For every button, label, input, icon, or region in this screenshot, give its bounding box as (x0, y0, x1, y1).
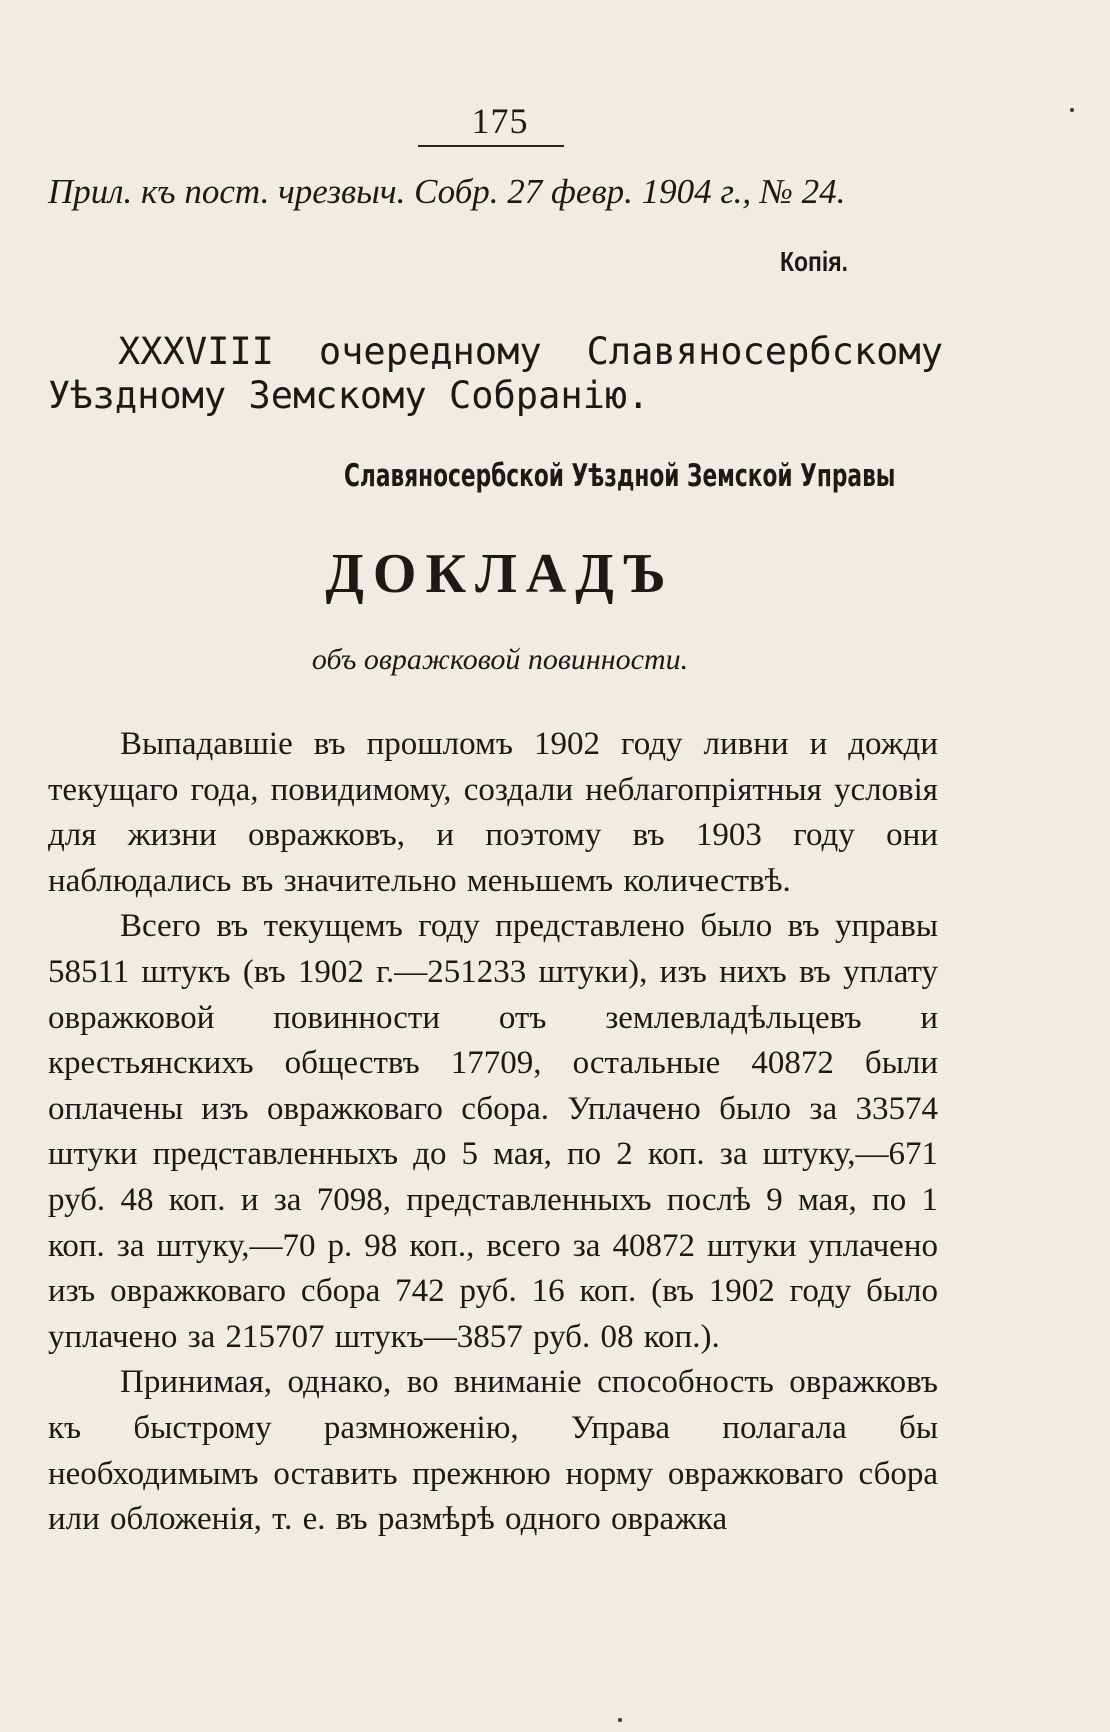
appendix-reference: Прил. къ пост. чрезвыч. Собр. 27 февр. 1904 г., № 24. (48, 172, 846, 211)
document-subtitle: объ овражковой повинности. (311, 643, 689, 676)
document-title: ДОКЛАДЪ (325, 543, 675, 605)
copy-label: Копія. (780, 246, 849, 277)
paragraph-3: Принимая, однако, во вниманіе способность овражковъ къ быстрому размноженію, Управа полагала бы необходимымъ оставить прежнюю норму овражковаго сбора или обложенія, т. е. въ размѣрѣ одного овражка (48, 1364, 938, 1538)
addressee-heading: XXXVIII очередному Славяносербскому Уѣздному Земскому Собранію. (48, 330, 943, 417)
paragraph-2: Всего въ текущемъ году представлено было въ управы 58511 штукъ (въ 1902 г.—251233 штуки), изъ нихъ въ уплату овражковой повинности отъ землевладѣльцевъ и крестьянскихъ обществъ 17709, остальные 40872 были оплачены изъ овражковаго сбора. Уплачено было за 33574 штуки представленныхъ до 5 мая, по 2 коп. за штуку,—671 руб. 48 коп. и за 7098, представленныхъ послѣ 9 мая, по 1 коп. за штуку,—70 р. 98 коп., всего за 40872 штуки уплачено изъ овражковаго сбора 742 руб. 16 коп. (въ 1902 году было уплачено за 215707 штукъ—3857 руб. 08 коп.). (48, 908, 938, 1355)
issuer-heading: Славяносербской Уѣздной Земской Управы (344, 458, 896, 494)
ink-speck (1070, 108, 1074, 112)
ink-speck (618, 1718, 622, 1722)
page-number: 175 (471, 101, 529, 141)
page-number-rule (418, 145, 564, 147)
report-body (48, 722, 938, 1543)
paragraph-1: Выпадавшіе въ прошломъ 1902 году ливни и дожди текущаго года, повидимому, создали неблагопріятныя условія для жизни овражковъ, и поэтому въ 1903 году они наблюдались въ значительно меньшемъ количествѣ. (48, 726, 938, 899)
